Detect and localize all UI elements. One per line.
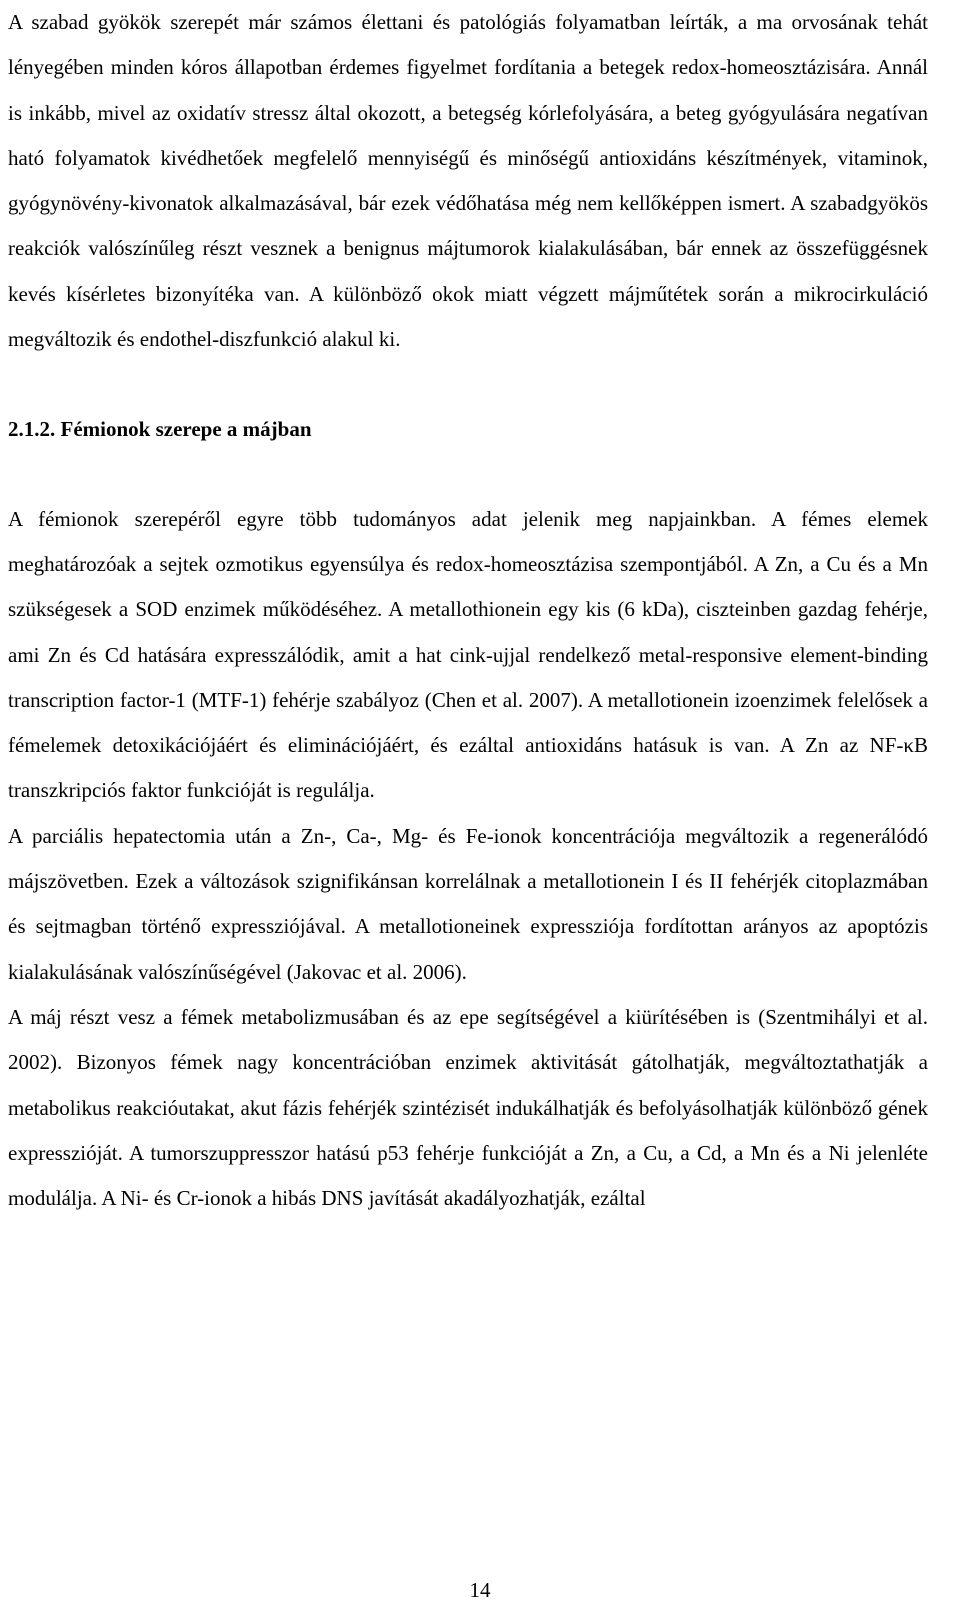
paragraph-metal-ions: A fémionok szerepéről egyre több tudományos adat jelenik meg napjainkban. A fémes elemek meghatározóak a sejtek ozmotikus egyensúlya és redox-homeosztázisa szempontjából. A Zn, a Cu és a Mn szükségesek a SOD enzimek működéséhez. A metallothionein egy kis (6 kDa), ciszteinben gazdag fehérje, ami Zn és Cd hatására expresszálódik, amit a hat cink-ujjal rendelkező metal-responsive element-binding transcription factor-1 (MTF-1) fehérje szabályoz (Chen et al. 2007). A metallotionein izoenzimek felelősek a fémelemek detoxikációjáért és eliminációjáért, és ezáltal antioxidáns hatásuk is van. A Zn az NF-κB transzkripciós faktor funkcióját is regulálja. bbox=[8, 506, 928, 803]
page-number: 14 bbox=[469, 1578, 491, 1602]
paragraph-liver-metabolism: A máj részt vesz a fémek metabolizmusában és az epe segítségével a kiürítésében is (Szentmihályi et al. 2002). Bizonyos fémek nagy koncentrációban enzimek aktivitását gátolhatják, megváltoztathatják a metabolikus reakcióutakat, akut fázis fehérjék szintézisét indukálhatják és befolyásolhatják különböző gének expresszióját. A tumorszuppresszor hatású p53 fehérje funkcióját a Zn, a Cu, a Cd, a Mn és a Ni jelenléte modulálja. A Ni- és Cr-ionok a hibás DNS javítását akadályozhatják, ezáltal bbox=[8, 1004, 928, 1211]
section-heading: 2.1.2. Fémionok szerepe a májban bbox=[8, 417, 312, 442]
intro-paragraph: A szabad gyökök szerepét már számos élettani és patológiás folyamatban leírták, a ma orvosának tehát lényegében minden kóros állapotban érdemes figyelmet fordítania a betegek redox-homeosztázisára. Annál is inkább, mivel az oxidatív stressz által okozott, a betegség kórlefolyására, a beteg gyógyulására negatívan ható folyamatok kivédhetőek megfelelő mennyiségű és minőségű antioxidáns készítmények, vitaminok, gyógynövény-kivonatok alkalmazásával, bár ezek védőhatása még nem kellőképpen ismert. A szabadgyökös reakciók valószínűleg részt vesznek a benignus májtumorok kialakulásában, bár ennek az összefüggésnek kevés kísérletes bizonyítéka van. A különböző okok miatt végzett májműtétek során a mikrocirkuláció megváltozik és endothel-diszfunkció alakul ki. bbox=[8, 10, 928, 352]
page-body bbox=[8, 0, 928, 1221]
paragraph-hepatectomy: A parciális hepatectomia után a Zn-, Ca-, Mg- és Fe-ionok koncentrációja megváltozik a regenerálódó májszövetben. Ezek a változások szignifikánsan korrelálnak a metallotionein I és II fehérjék citoplazmában és sejtmagban történő expressziójával. A metallotioneinek expressziója fordítottan arányos az apoptózis kialakulásának valószínűségével (Jakovac et al. 2006). bbox=[8, 823, 928, 984]
